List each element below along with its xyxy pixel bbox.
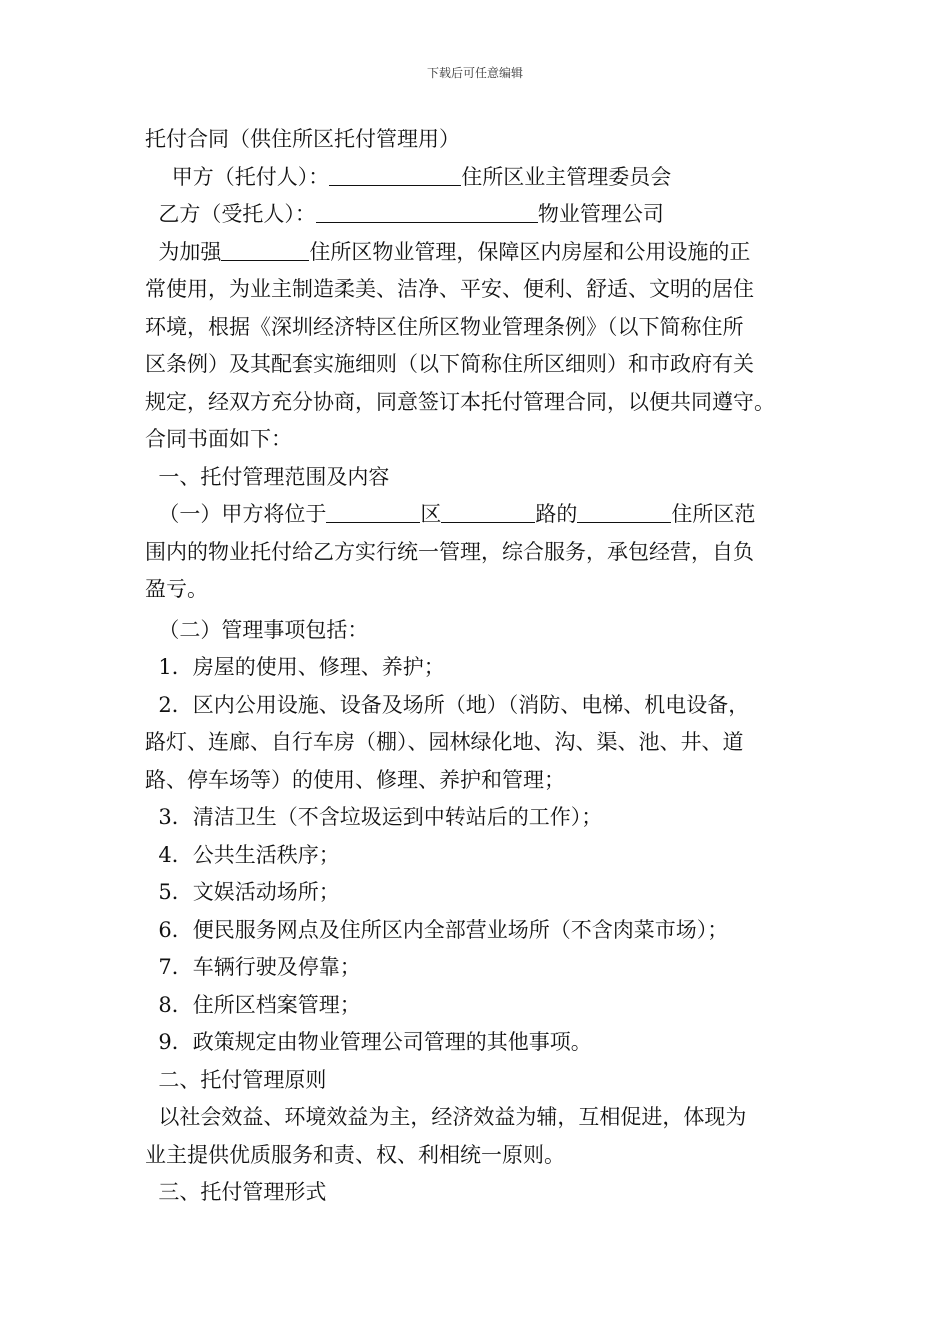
road-blank [441, 500, 535, 523]
list-item: 5．文娱活动场所； [158, 880, 340, 904]
list-item: 4．公共生活秩序； [158, 842, 340, 867]
party-b-line [145, 196, 835, 234]
intro-text: 为加强 [158, 239, 222, 264]
party-a-blank [329, 163, 461, 186]
list-item: 6．便民服务网点及住所区内全部营业场所（不含肉菜市场）； [158, 917, 729, 942]
list-item: 7．车辆行驶及停靠； [158, 955, 361, 979]
intro-line-5: 规定，经双方充分协商，同意签订本托付管理合同，以便共同遵守。 [145, 389, 775, 414]
section-1-heading: 一、托付管理范围及内容 [158, 464, 390, 489]
section-2-line-2: 业主提供优质服务和责、权、利相统一原则。 [145, 1142, 565, 1167]
list-item-continuation: 路、停车场等）的使用、修理、养护和管理； [145, 767, 565, 792]
estate-blank [577, 500, 671, 523]
intro-line-2: 常使用，为业主制造柔美、洁净、平安、便利、舒适、文明的居住 [145, 277, 754, 301]
list-item: 2．区内公用设施、设备及场所（地）（消防、电梯、机电设备， [158, 692, 750, 717]
party-b-suffix: 物业管理公司 [537, 202, 664, 226]
party-b-blank [316, 200, 538, 223]
section-2-heading: 二、托付管理原则 [158, 1067, 327, 1092]
section-2-line-1: 以社会效益、环境效益为主，经济效益为辅，互相促进，体现为 [158, 1105, 747, 1129]
list-item: 1．房屋的使用、修理、养护； [158, 655, 445, 679]
contract-document [145, 121, 835, 1212]
intro-line-1 [145, 234, 835, 272]
intro-text: 住所区物业管理，保障区内房屋和公用设施的正 [309, 239, 751, 264]
section-3-heading: 三、托付管理形式 [158, 1180, 327, 1204]
district-blank [326, 500, 420, 523]
intro-line-6: 合同书面如下： [145, 427, 292, 451]
list-item: 9．政策规定由物业管理公司管理的其他事项。 [158, 1030, 592, 1054]
party-a-label: 甲方（托付人）： [171, 164, 330, 189]
intro-blank [221, 238, 309, 261]
header-note: 下载后可任意编辑 [426, 66, 523, 80]
section-1-item-1-line-2: 围内的物业托付给乙方实行统一管理，综合服务，承包经营，自负 [145, 539, 754, 564]
intro-line-4: 区条例）及其配套实施细则（以下简称住所区细则）和市政府有关 [145, 352, 754, 376]
list-item: 3．清洁卫生（不含垃圾运到中转站后的工作）； [158, 805, 603, 829]
party-b-label: 乙方（受托人）： [158, 202, 316, 226]
party-a-line [145, 159, 835, 197]
list-item-continuation: 路灯、连廊、自行车房（棚）、园林绿化地、沟、渠、池、井、道 [145, 730, 744, 754]
document-title: 托付合同（供住所区托付管理用） [145, 127, 460, 151]
section-1-item-1-line-1: （一）甲方将位于 区 路的 住所区范 [158, 502, 756, 526]
section-1-item-2: （二）管理事项包括： [158, 617, 369, 642]
section-1-item-1-line-3: 盈亏。 [145, 577, 208, 601]
list-item: 8．住所区档案管理； [158, 992, 361, 1017]
intro-line-3: 环境，根据《深圳经济特区住所区物业管理条例》（以下简称住所 [145, 314, 744, 339]
party-a-suffix: 住所区业主管理委员会 [461, 164, 672, 189]
